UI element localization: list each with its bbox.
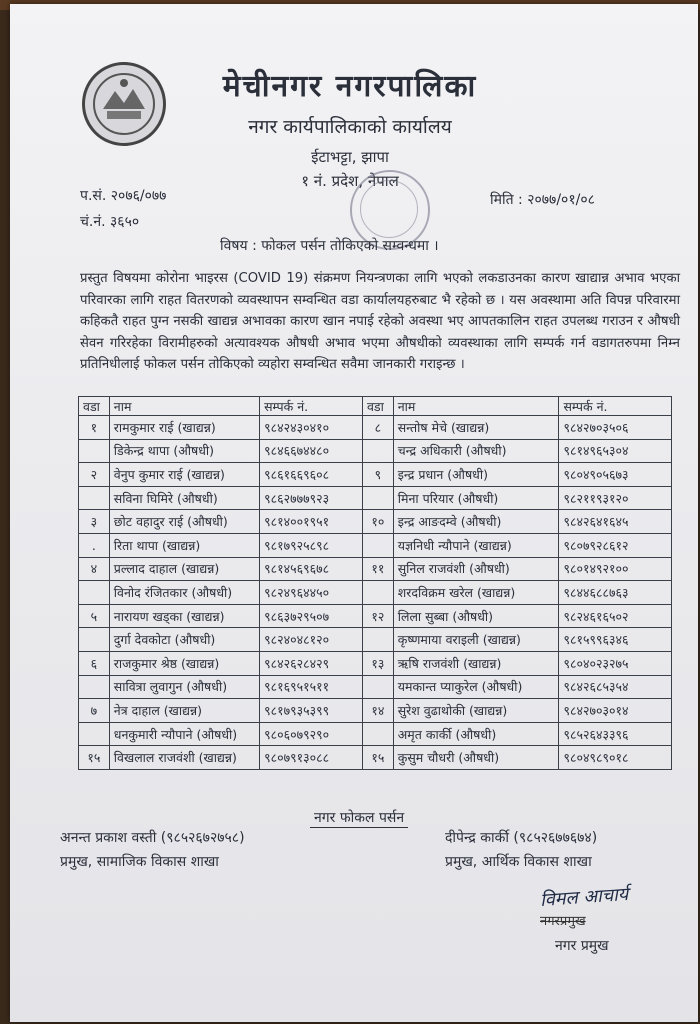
contact-cell: ९८१६९५१५११ — [260, 675, 363, 699]
name-cell: लिला सुब्बा (औषधी) — [393, 604, 559, 628]
ward-cell — [79, 675, 110, 699]
contact-cell: ९८४२७०३५०६ — [559, 416, 672, 440]
contact-cell: ९८६३७२९५०७ — [260, 604, 363, 628]
table-row — [79, 722, 672, 746]
name-cell: ऋषि राजवंशी (खाद्यन्न) — [393, 651, 559, 675]
left-focal-role: प्रमुख, सामाजिक विकास शाखा — [60, 854, 219, 870]
ward-cell — [79, 581, 110, 605]
table-row — [79, 463, 672, 487]
table-row — [79, 746, 672, 770]
ward-cell: ४ — [79, 557, 110, 581]
ward-cell — [79, 722, 110, 746]
table-row — [79, 699, 672, 723]
name-cell: सविना घिमिरे (औषधी) — [109, 486, 259, 510]
contact-cell: ९८०४०२३२७५ — [559, 651, 672, 675]
contact-cell: ९८४२६४१६४५ — [559, 510, 672, 534]
contact-cell: ९८२११९३१२० — [559, 486, 672, 510]
table-row — [79, 486, 672, 510]
name-cell: सन्तोष मेचे (खाद्यन्न) — [393, 416, 559, 440]
header-contact: सम्पर्क नं. — [559, 397, 672, 416]
signature-subtext: नगरप्रमुख — [540, 914, 586, 929]
ward-cell — [362, 675, 393, 699]
reference-chn: चं.नं. ३६५० — [80, 214, 140, 230]
contact-cell: ९८१४००१९५१ — [260, 510, 363, 534]
contact-cell: ९८४२६२८४२९ — [260, 651, 363, 675]
name-cell: कुसुम चौधरी (औषधी) — [393, 746, 559, 770]
contact-cell: ९८१४९६५३०४ — [559, 439, 672, 463]
name-cell: मिना परियार (औषधी) — [393, 486, 559, 510]
ward-cell: १३ — [362, 651, 393, 675]
letter-body: प्रस्तुत विषयमा कोरोना भाइरस (COVID 19) संक्रमण नियन्त्रणका लागि भएको लकडाउनका कारण खाद्यान्न अभाव भएका परिवारका लागि राहत वितरणको व्यवस्थापन सम्वन्धित वडा कार्यालयहरुबाट भै रहेको छ । यस अवस्थामा अति विपन्न परिवारमा कहिकतै राहत पुग्न नसकी खाद्यन्न अभावका कारण खान नपाई रहेको अवस्था भए आपतकालिन राहत उपलब्ध गराउन र औषधी सेवन गरिरहेका विरामीहरुको अत्यावश्यक औषधी अभाव भएमा औषधीको व्यवस्थाका लागि सम्पर्क गर्न वडागतरुपमा निम्न प्रतिनिधीलाई फोकल पर्सन तोकिएको व्यहोरा सम्वन्धित सवैमा जानकारी गराइन्छ । — [80, 271, 680, 373]
contact-cell: ९८०६०७९२९० — [260, 722, 363, 746]
ward-cell: ५ — [79, 604, 110, 628]
letter-subject: विषय : फोकल पर्सन तोकिएको सम्वन्धमा । — [220, 238, 439, 254]
name-cell: यमकान्त प्याकुरेल (औषधी) — [393, 675, 559, 699]
ward-cell: १२ — [362, 604, 393, 628]
office-location: ईटाभट्टा, झापा — [311, 148, 389, 166]
contact-cell: ९८१७९३५३९९ — [260, 699, 363, 723]
name-cell: इन्द्र प्रधान (औषधी) — [393, 463, 559, 487]
reference-ps: प.सं. २०७६/०७७ — [80, 188, 167, 204]
contact-cell: ९८२४६१६५०२ — [559, 604, 672, 628]
ward-cell: १० — [362, 510, 393, 534]
name-cell: चन्द्र अधिकारी (औषधी) — [393, 439, 559, 463]
ward-cell — [362, 439, 393, 463]
ward-cell: ११ — [362, 557, 393, 581]
contact-cell: ९८१४५६९६७८ — [260, 557, 363, 581]
name-cell: अमृत कार्की (औषधी) — [393, 722, 559, 746]
ward-cell: ३ — [79, 510, 110, 534]
name-cell: शरदविक्रम खरेल (खाद्यन्न) — [393, 581, 559, 605]
contact-cell: ९८६१६६९६०८ — [260, 463, 363, 487]
ward-cell: ७ — [79, 699, 110, 723]
focal-person-table — [78, 396, 672, 770]
header-ward: वडा — [79, 397, 110, 416]
contact-cell: ९८४६६७४४८० — [260, 439, 363, 463]
signature-text: विमल आचार्य — [539, 883, 629, 912]
name-cell: राजकुमार श्रेष्ठ (खाद्यन्न) — [109, 651, 259, 675]
header-name: नाम — [393, 397, 559, 416]
name-cell: सुरेश वुढाथोकी (खाद्यन्न) — [393, 699, 559, 723]
right-focal-role: प्रमुख, आर्थिक विकास शाखा — [445, 854, 592, 870]
ward-cell — [362, 628, 393, 652]
right-focal-name: दीपेन्द्र कार्की (९८५२६७७६७४) — [445, 830, 598, 846]
header-contact: सम्पर्क नं. — [260, 397, 363, 416]
mayor-signature — [540, 885, 628, 929]
ward-cell — [362, 722, 393, 746]
name-cell: इन्द्र आङदम्वे (औषधी) — [393, 510, 559, 534]
contact-cell: ९८१७९२५८९८ — [260, 533, 363, 557]
name-cell: विखलाल राजवंशी (खाद्यन्न) — [109, 746, 259, 770]
ward-cell — [79, 439, 110, 463]
ward-cell: १५ — [362, 746, 393, 770]
name-cell: सावित्रा लुवागुन (औषधी) — [109, 675, 259, 699]
table-row — [79, 557, 672, 581]
ward-cell: २ — [79, 463, 110, 487]
contact-cell: ९८२४०४८१२० — [260, 628, 363, 652]
name-cell: वेनुप कुमार राई (खाद्यन्न) — [109, 463, 259, 487]
contact-cell: ९८१५९९६३४६ — [559, 628, 672, 652]
contact-cell: ९८४२४३०४१० — [260, 416, 363, 440]
ward-cell: १ — [79, 416, 110, 440]
contact-cell: ९८०४९८९०१८ — [559, 746, 672, 770]
contact-cell: ९८४२७०३०१४ — [559, 699, 672, 723]
name-cell: रिता थापा (खाद्यन्न) — [109, 533, 259, 557]
name-cell: नारायण खड्का (खाद्यन्न) — [109, 604, 259, 628]
name-cell: सुनिल राजवंशी (औषधी) — [393, 557, 559, 581]
contact-cell: ९८४२६८५३५४ — [559, 675, 672, 699]
name-cell: कृष्णमाया वराइली (खाद्यन्न) — [393, 628, 559, 652]
table-row — [79, 416, 672, 440]
contact-cell: ९८२४९६४४५० — [260, 581, 363, 605]
name-cell: रामकुमार राई (खाद्यन्न) — [109, 416, 259, 440]
table-header-row — [79, 397, 672, 416]
contact-cell: ९८४४६८८७६३ — [559, 581, 672, 605]
name-cell: डिकेन्द्र थापा (औषधी) — [109, 439, 259, 463]
office-province: १ नं. प्रदेश, नेपाल — [301, 172, 399, 190]
ward-cell: ६ — [79, 651, 110, 675]
table-row — [79, 581, 672, 605]
table-row — [79, 510, 672, 534]
table-row — [79, 675, 672, 699]
table-row — [79, 604, 672, 628]
name-cell: धनकुमारी न्यौपाने (औषधी) — [109, 722, 259, 746]
ward-cell — [362, 581, 393, 605]
contact-cell: ९८०४९०५६७३ — [559, 463, 672, 487]
left-focal-name: अनन्त प्रकाश वस्ती (९८५२६७२७५८) — [60, 830, 245, 846]
name-cell: यज्ञनिधी न्यौपाने (खाद्यन्न) — [393, 533, 559, 557]
name-cell: छोट वहादुर राई (औषधी) — [109, 510, 259, 534]
name-cell: विनोद रंजितकार (औषधी) — [109, 581, 259, 605]
ward-cell — [362, 486, 393, 510]
header-ward: वडा — [362, 397, 393, 416]
table-row — [79, 439, 672, 463]
contact-cell: ९८०७९२८६१२ — [559, 533, 672, 557]
table-row — [79, 651, 672, 675]
table-row — [79, 533, 672, 557]
focal-section-title: नगर फोकल पर्सन — [310, 808, 408, 828]
letter-date: मिति : २०७७/०१/०८ — [490, 192, 595, 208]
name-cell: दुर्गा देवकोटा (औषधी) — [109, 628, 259, 652]
contact-cell: ९८५२६४३३९६ — [559, 722, 672, 746]
ward-cell: . — [79, 533, 110, 557]
contact-cell: ९८०१४९२१०० — [559, 557, 672, 581]
table-row — [79, 628, 672, 652]
mayor-title: नगर प्रमुख — [555, 938, 609, 954]
contact-cell: ९८०७९१३०८८ — [260, 746, 363, 770]
name-cell: नेत्र दाहाल (खाद्यन्न) — [109, 699, 259, 723]
ward-cell — [79, 486, 110, 510]
ward-cell: १४ — [362, 699, 393, 723]
ward-cell — [79, 628, 110, 652]
ward-cell — [362, 533, 393, 557]
ward-cell: १५ — [79, 746, 110, 770]
ward-cell: ९ — [362, 463, 393, 487]
header-name: नाम — [109, 397, 259, 416]
office-name: नगर कार्यपालिकाको कार्यालय — [248, 116, 452, 138]
ward-cell: ८ — [362, 416, 393, 440]
name-cell: प्रल्लाद दाहाल (खाद्यन्न) — [109, 557, 259, 581]
contact-cell: ९८६२७७७९२३ — [260, 486, 363, 510]
municipality-name: मेचीनगर नगरपालिका — [222, 69, 478, 104]
